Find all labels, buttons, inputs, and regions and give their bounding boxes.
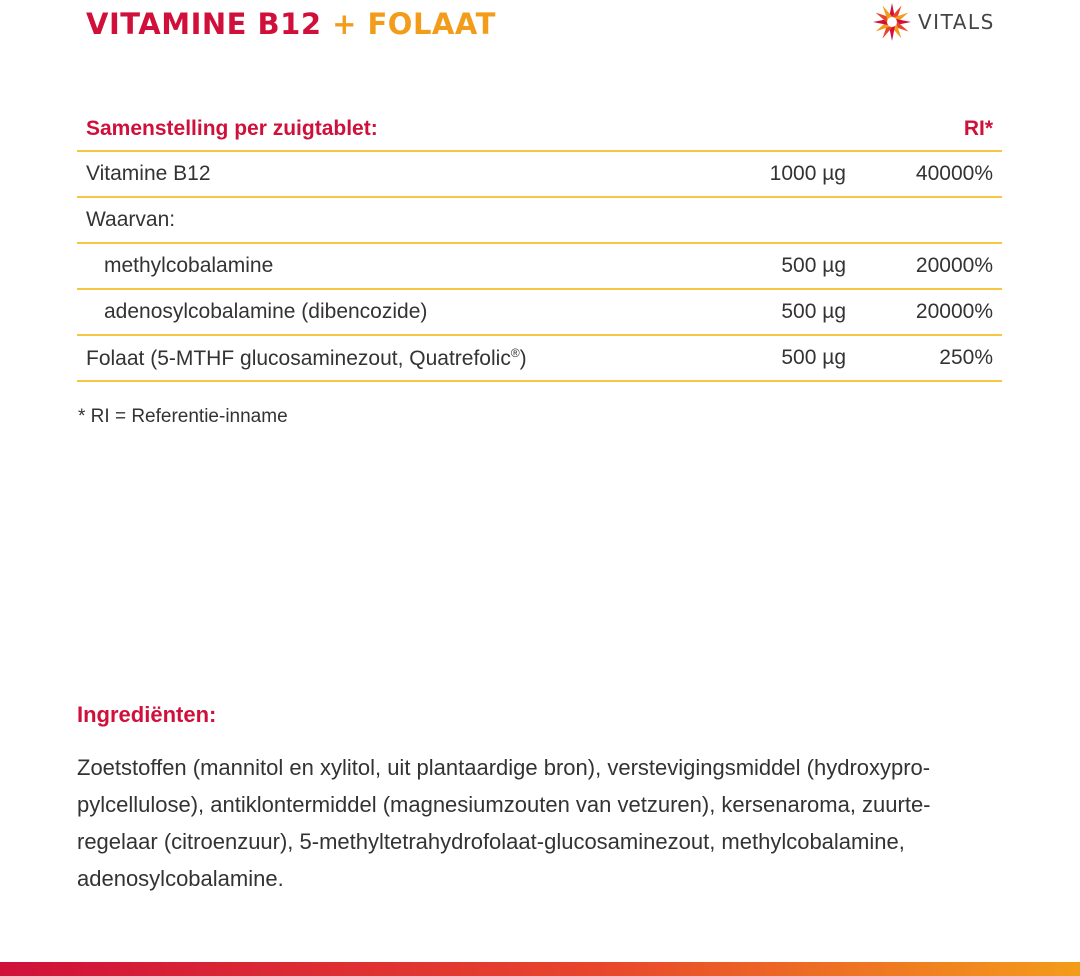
nutrient-amount: 500 µg: [688, 243, 855, 289]
nutrient-ri: [855, 197, 1002, 243]
table-row: [77, 289, 1002, 335]
nutrient-amount: 500 µg: [688, 289, 855, 335]
nutrient-name: Vitamine B12: [77, 151, 688, 197]
ingredients-line: adenosylcobalamine.: [77, 866, 284, 891]
ingredients-heading: Ingrediënten:: [77, 702, 217, 727]
vitals-logo: [872, 2, 995, 42]
composition-header-row: [77, 108, 1002, 151]
nutrient-ri: 40000%: [855, 151, 1002, 197]
ingredients-text: [77, 749, 1003, 897]
ingredients-line: regelaar (citroenzuur), 5-methyltetrahydrofolaat-glucosaminezout, methylcobalamine,: [77, 829, 905, 854]
nutrient-name: Waarvan:: [77, 197, 688, 243]
logo-text: VITALS: [918, 10, 995, 34]
ri-heading: RI*: [855, 108, 1002, 151]
ingredients-line: pylcellulose), antiklontermiddel (magnesiumzouten van vetzuren), kersenaroma, zuurte-: [77, 792, 931, 817]
table-row: [77, 243, 1002, 289]
table-row: [77, 151, 1002, 197]
title-folaat: + FOLAAT: [321, 7, 496, 41]
table-row: [77, 335, 1002, 381]
table-row: [77, 197, 1002, 243]
nutrient-amount: 500 µg: [688, 335, 855, 381]
sun-star-icon: [872, 2, 912, 42]
nutrient-name: adenosylcobalamine (dibencozide): [77, 289, 688, 335]
registered-mark: ®: [510, 345, 520, 360]
nutrient-amount: 1000 µg: [688, 151, 855, 197]
product-title: [86, 2, 496, 46]
nutrient-name-main: Folaat (5-MTHF glucosaminezout, Quatrefolic: [86, 346, 511, 370]
brand-gradient-bar: [0, 962, 1080, 976]
title-vitamine-b12: VITAMINE B12: [86, 7, 322, 41]
composition-table: [77, 108, 1002, 382]
nutrient-name: methylcobalamine: [77, 243, 688, 289]
nutrient-name-end: ): [519, 346, 527, 370]
nutrient-amount: [688, 197, 855, 243]
composition-heading: Samenstelling per zuigtablet:: [77, 108, 855, 151]
ingredients-line: Zoetstoffen (mannitol en xylitol, uit plantaardige bron), verstevigingsmiddel (hydroxypro-: [77, 755, 931, 780]
nutrient-ri: 20000%: [855, 289, 1002, 335]
nutrient-ri: 250%: [855, 335, 1002, 381]
nutrient-ri: 20000%: [855, 243, 1002, 289]
nutrient-name: [77, 335, 688, 381]
ri-footnote: * RI = Referentie-inname: [78, 406, 288, 427]
